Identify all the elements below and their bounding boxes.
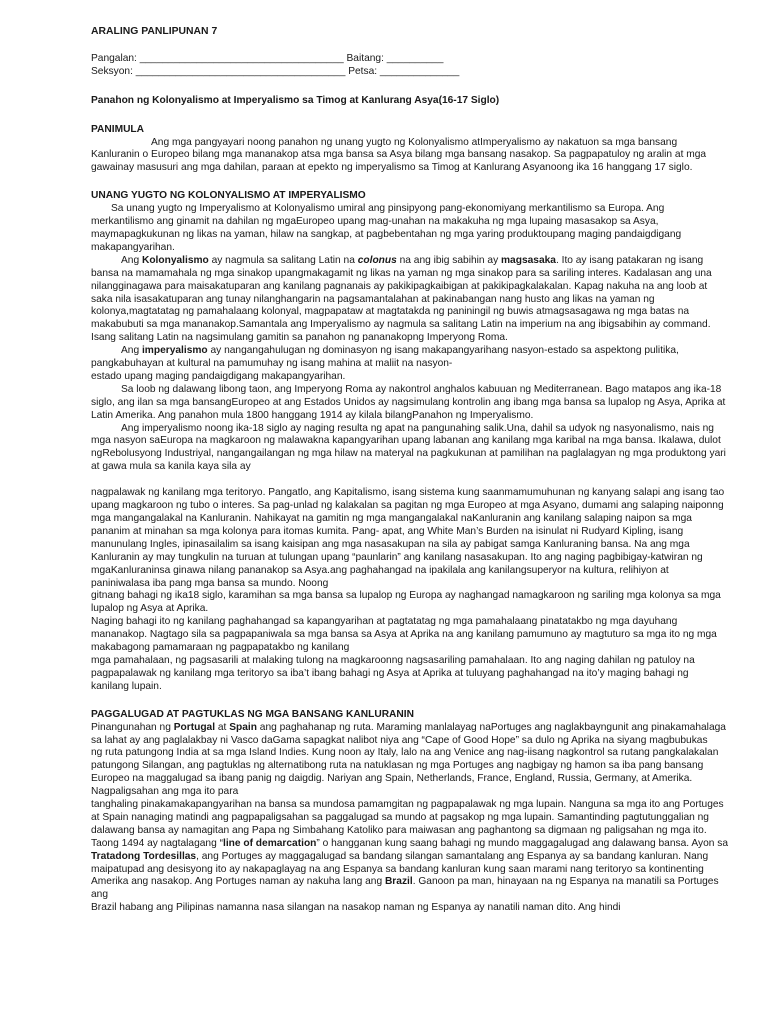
paragraph-paligsahan: tanghaling pinakamakapangyarihan na bansa sa mundosa pamamgitan ng pagpapalawak ng mga lupain. Nanguna sa mga ito ang Portuges at Spain nanaging matindi ang pagpapaligsahan sa paggalugad sa mundo at pagsakop ng mga lupain. Samantinding pagtutunggalian ng dalawang bansa ay namagitan ang Papa ng Simbahang Katoliko para maiwasan ang paghantong sa digmaan ng paligsahan ng mga ito.	[91, 799, 724, 836]
term-magsasaka: magsasaka	[501, 254, 556, 266]
paragraph-ruta-india: ng ruta patungong India at sa mga Island Indies. Kung noon ay Italy, lalo na ang Venice ang nag-iisang nagkontrol sa rutang pangkalakalan patungong Silangan, ang pagtuklas ng alternatibong ruta na natuklasan ng mga Portuges ang nagbigay ng hamon sa iba pang bansang Europeo na maggalugad sa ibang panig ng daigdig. Nariyan ang Spain, Netherlands, France, England, Russia, Germany, at Amerika. Nagpaligsahan ang mga ito para	[91, 747, 719, 798]
term-portugal: Portugal	[173, 721, 216, 733]
paragraph-kapitalismo: nagpalawak ng kanilang mga teritoryo. Pangatlo, ang Kapitalismo, isang sistema kung saanmamumuhunan ng kanyang salapi ang isang tao upang magkaroon ng tubo o interes. Sa pag-unlad ng kalakalan sa pagitan ng mga Europeo at mga Asyano, dumami ang salaping naiponng mga mangangalakal na Kanluranin. Nahikayat na gamitin ng mga mangangalakal naKanluranin ang kanilang salaping naipon sa mga pananim at minahan sa mga kolonya para itomas kumita. Pang- apat, ang White Man’s Burden na isinulat ni Rudyard Kipling, isang manunulang Ingles, ipinasailalim sa isang kaisipan ang mga nasasakupan na sila ay pabigat samga Kanluraning bansa. Na ang mga Kanluranin ay may tungkulin na turuan at tulungan upang “paunlarin” ang kanilang nasasakupan. Ito ang naging pagbibigay-katwiran ng mgaKanluraninsa ginawa nilang pananakop sa Asya.ang paghahangad na ipakilala ang kanilangsuperyor na kultura, relihiyon at paniniwalasa iba pang mga bansa sa mundo. Noong	[91, 487, 725, 589]
document-title: ARALING PANLIPUNAN 7	[91, 26, 218, 37]
paragraph-pamahalaan: mga pamahalaan, ng pagsasarili at malaking tulong na magkaroonng nagsasariling pamahalaan. Ito ang naging dahilan ng patuloy na pagpapalawak ng kanilang mga teritoryo sa iba’t ibang bahagi ng Asya at Aprika at tuluyang paghahangad na ito’y maging bahagi ng kanilang lupain.	[91, 654, 695, 692]
lesson-title: Panahon ng Kolonyalismo at Imperyalismo sa Timog at Kanlurang Asya(16-17 Siglo)	[91, 94, 500, 106]
name-grade-line: Pangalan: ____________________________________ Baitang: __________	[91, 52, 444, 64]
paragraph-imperyong-roma: Sa loob ng dalawang libong taon, ang Imperyong Roma ay nakontrol anghalos kabuuan ng Mediterranean. Bago matapos ang ika-18 siglo, ang ilan sa mga bansangEuropeo at ang Estados Unidos ay nagsimulang kontrolin ang ibang mga bansa sa lupalop ng Asya, Aprika at Latin Amerika. Ang panahon mula 1800 hanggang 1914 ay kilala bilangPanahon ng Imperyalismo.	[91, 383, 726, 421]
section-heading-unang-yugto: UNANG YUGTO NG KOLONYALISMO AT IMPERYALISMO	[91, 190, 366, 202]
paragraph-panimula: Ang mga pangyayari noong panahon ng unang yugto ng Kolonyalismo atImperyalismo ay nakatuon sa mga bansang Kanluranin o Europeo bilang mga mananakop atsa mga bansa sa Asya bilang mga bansang nasakop. Sa pagpapatuloy ng aralin at mga gawainay masusuri ang mga dahilan, paraan at epekto ng imperyalismo sa Timog at Kanlurang Asyanoong ika 16 hanggang 17 siglo.	[91, 136, 707, 174]
section-heading-paggalugad: PAGGALUGAD AT PAGTUKLAS NG MGA BANSANG KANLURANIN	[91, 708, 414, 720]
section-heading-panimula: PANIMULA	[91, 123, 145, 135]
term-spain: Spain	[229, 721, 257, 733]
term-line-of-demarcation: line of demarcation	[222, 837, 317, 849]
section-date-line: Seksyon: _____________________________________ Petsa: ______________	[91, 65, 460, 77]
paragraph-line-of-demarcation: Taong 1494 ay nagtalagang “line of demarcation” o hangganan kung saang bahagi ng mundo maggagalugad ang dalawang bansa. Ayon sa Tratadong Tordesillas, ang Portuges ay maggagalugad sa bandang silangan samantalang ang Espanya ay sa bandang kanluran. Nang maipatupad ang desisyong ito ay nakapaglayag na ang Espanya sa bandang kanluran kung saan marami nang teritoryo sa kontinenting Amerika ang nasakop. Ang Portuges naman ay nakuha lang ang Brazil. Ganoon pa man, hinayaan na ng Espanya na manatili sa Portuges ang	[91, 837, 728, 901]
term-colonus: colonus	[357, 254, 397, 266]
term-tratadong-tordesillas: Tratadong Tordesillas	[91, 850, 197, 862]
term-imperyalismo: imperyalismo	[141, 345, 208, 357]
paragraph-merkantilismo: Sa unang yugto ng Imperyalismo at Kolonyalismo umiral ang pinsipyong pang-ekonomiyang merkantilismo sa Europa. Ang merkantilismo ang ginamit na dahilan ng mgaEuropeo upang mag-unahan na makakuha ng mga lupaing masasakop sa Asya, maymapagkukunan ng likas na yaman, hilaw na sangkap, at pagbebentahan ng mga yaring produktoupang maging pandaigdigang makapangyarihan.	[91, 203, 682, 253]
paragraph-paghahangad: Naging bahagi ito ng kanilang paghahangad sa kapangyarihan at pagtatatag ng mga pamahalaang pinatatakbo ng mga dayuhang mananakop. Nagtago sila sa pagpapaniwala sa mga bansa sa Asya at Aprika na ang kanilang pamumuno ay magtuturo sa mga ito ng mga makabagong pamamaraan ng pagpapatakbo ng kanilang	[91, 616, 717, 654]
paragraph-imperyalismo: Ang imperyalismo ay nangangahulugan ng dominasyon ng isang makapangyarihang nasyon-estado sa aspektong pulitika, pangkabuhayan at kultural na pamumuhay ng isang mahina at maliit na nasyon- estado upang maging pandaigdigang makapangyarihan.	[91, 345, 679, 382]
term-kolonyalismo: Kolonyalismo	[141, 254, 209, 266]
term-brazil: Brazil	[384, 876, 413, 888]
paragraph-portugal-spain: Pinangunahan ng Portugal at Spain ang paghahanap ng ruta. Maraming manlalayag naPortuges ang naglakbayngunit ang pinakamahalaga sa lahat ay ang paglalakbay ni Vasco daGama sapagkat nalibot niya ang “Cape of Good Hope” sa dulo ng Aprika na siyang magbubukas	[91, 721, 726, 746]
paragraph-kolonya-asya-aprika: gitnang bahagi ng ika18 siglo, karamihan sa mga bansa sa lupalop ng Europa ay naghangad namagkaroon ng sariling mga kolonya sa mga lupalop ng Asya at Aprika.	[91, 590, 721, 615]
paragraph-brazil-pilipinas: Brazil habang ang Pilipinas namanna nasa silangan na nasakop naman ng Espanya ay nanatili naman dito. Ang hindi	[91, 902, 621, 914]
paragraph-apat-na-salik: Ang imperyalismo noong ika-18 siglo ay naging resulta ng apat na pangunahing salik.Una, dahil sa udyok ng nasyonalismo, nais ng mga nasyon saEuropa na magkaroon ng malawakna kapangyarihan upang labanan ang kanilang mga karibal na mga bansa. Ikalawa, dulot ngRebolusyong Industriyal, nangangailangan ng mga hilaw na materyal na pagkukunan at pamilihan na paglalagyan ng mga produktong yari at gawa mula sa kanila kaya sila ay	[91, 422, 726, 473]
student-info-form	[91, 53, 728, 79]
paragraph-kolonyalismo: Ang Kolonyalismo ay nagmula sa salitang Latin na colonus na ang ibig sabihin ay magsasaka. Ito ay isang patakaran ng isang bansa na mamamahala ng mga sinakop upangmakagamit ng likas na yaman ng mga sinakop para sa sariling interes. Kadalasan ang una nilangginagawa para maisakatuparan ang kanilang pagnanais ay pakikipagkaibigan at pakikipagkalakalan. Kapag nakuha na ang loob at saka nila isasakatuparan ang tunay nilanghangarin na pagsamantalahan at pakinabangan nang husto ang likas na yaman ng kolonya,magtatatag ng pamahalaang kolonyal, magpapataw at magtatakda ng paniningil ng buwis atmagsasagawa ng mga batas na makabubuti sa mga mananakop.Samantala ang Imperyalismo ay nagmula sa salitang Latin na imperium na ang ibigsabihin ay command. Isang salitang Latin na nagsimulang gamitin sa panahon ng pananakopng Imperyong Roma.	[91, 254, 712, 344]
